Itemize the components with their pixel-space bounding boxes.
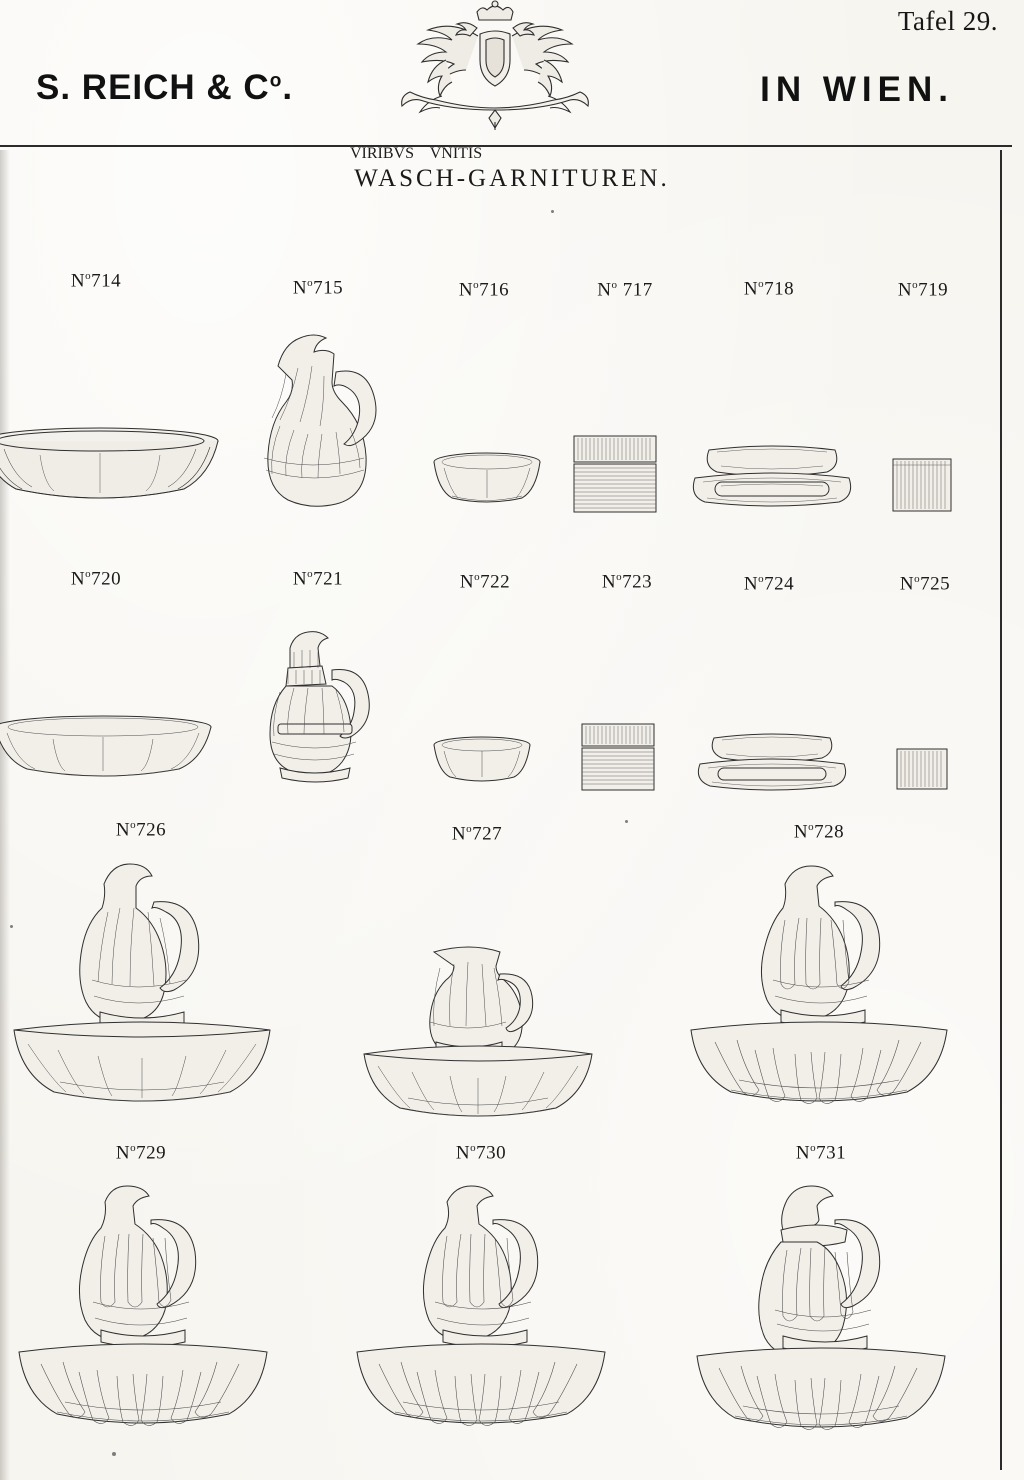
company-name-text: S. REICH & C — [36, 68, 270, 107]
imperial-crest-icon: VIRIBVS VNITIS — [350, 0, 640, 140]
figure-label-720: $N^o720$ — [70, 568, 122, 590]
paper-speck — [551, 210, 554, 213]
company-name-dot: . — [282, 68, 294, 107]
figure-pitcher-721 — [250, 630, 400, 790]
company-name — [36, 68, 293, 108]
figure-label-714: $N^o714$ — [70, 270, 122, 292]
figure-soap-box-723 — [578, 720, 658, 800]
figure-label-718: $N^o718$ — [743, 278, 795, 300]
figure-basin-714 — [0, 425, 220, 505]
figure-label-727: $N^o727$ — [451, 823, 503, 845]
figure-soap-dish-724 — [692, 730, 852, 800]
figure-set-731 — [691, 1180, 951, 1440]
figure-label-717: $N^o$ 717 — [597, 279, 653, 301]
figure-set-726 — [8, 860, 278, 1120]
header-divider — [0, 145, 1012, 147]
company-name-superscript: o — [269, 70, 283, 92]
section-title: WASCH-GARNITUREN. — [354, 165, 670, 192]
figure-set-727 — [358, 930, 598, 1120]
paper-speck — [10, 925, 13, 928]
figure-set-728 — [685, 860, 955, 1120]
figure-label-724: $N^o724$ — [743, 573, 795, 595]
paper-speck — [625, 820, 628, 823]
figure-small-bowl-722 — [432, 735, 532, 790]
plate-number: Tafel 29. — [897, 6, 998, 36]
figure-label-729: $N^o729$ — [115, 1142, 167, 1164]
figure-set-729 — [13, 1180, 273, 1440]
figure-small-box-719 — [889, 455, 955, 517]
figure-pitcher-715 — [250, 330, 400, 525]
figure-label-722: $N^o722$ — [459, 571, 511, 593]
figure-label-731: $N^o731$ — [795, 1142, 847, 1164]
figure-basin-720 — [0, 715, 213, 785]
figure-label-725: $N^o725$ — [899, 573, 951, 595]
figure-label-719: $N^o719$ — [897, 279, 949, 301]
figure-small-bowl-716 — [432, 450, 542, 510]
figure-set-730 — [351, 1180, 611, 1440]
figure-label-723: $N^o723$ — [601, 571, 653, 593]
figure-label-721: $N^o721$ — [292, 568, 344, 590]
figure-label-726: $N^o726$ — [115, 819, 167, 841]
figure-small-box-725 — [893, 745, 951, 793]
figure-label-728: $N^o728$ — [793, 821, 845, 843]
figure-label-715: $N^o715$ — [292, 277, 344, 299]
company-city: IN WIEN. — [760, 70, 954, 109]
figure-label-716: $N^o716$ — [458, 279, 510, 301]
paper-speck — [112, 1452, 116, 1456]
figure-soap-box-717 — [570, 430, 660, 520]
figure-soap-dish-718 — [687, 440, 857, 520]
figure-label-730: $N^o730$ — [455, 1142, 507, 1164]
